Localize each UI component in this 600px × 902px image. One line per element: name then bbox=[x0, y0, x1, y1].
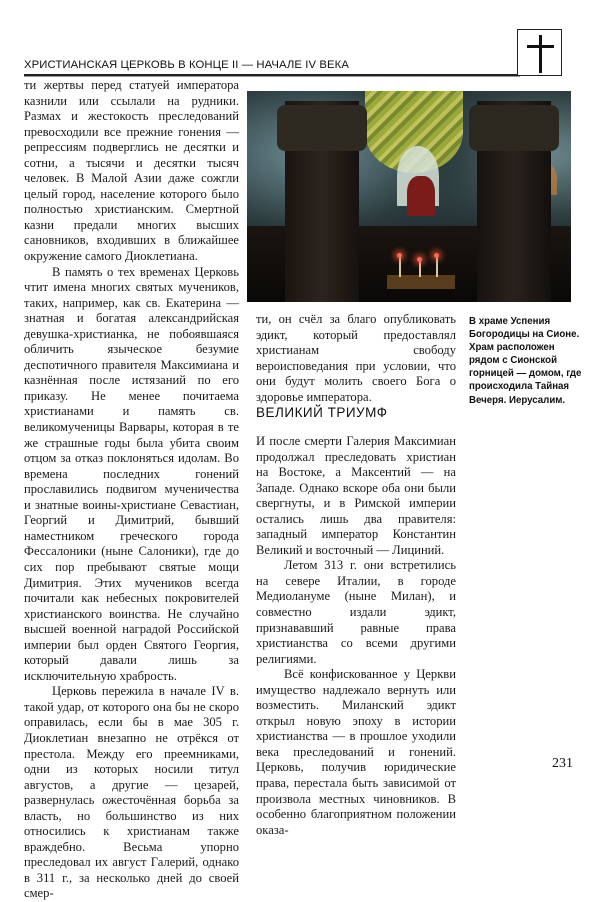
body-paragraph: В память о тех временах Церковь чтит имена многих святых мучеников, таких, например, как св. Екатерина — знатная и богатая александрийская девушка-христианка, не побоявшаяся обличить языческое безумие деспотичного правителя Максимиана и казнённая после истязаний по его приказу. Не менее почитаема христианами и память св. великомученицы Варвары, которая в те же страшные годы была убита своим отцом за отказ поклоняться идолам. Во времена последних гонений прославились подвигом мученичества и знатные воины-христиане Севастиан, Георгий и Димитрий, бывший наместником греческого города Фессалоники (ныне Салоники), где до сих пор пребывают святые мощи Димитрия. Этих мучеников всегда почитали как небесных покровителей христианского воинства. Не случайно высшей военной наградой Российской империи был орден Святого Георгия, который давали лишь за исключительную храбрость. bbox=[24, 264, 239, 683]
cross-icon-horizontal bbox=[527, 45, 554, 48]
body-paragraph: И после смерти Галерия Максимиан продолжал преследовать христиан на Востоке, а Максентий — на Западе. Однако вскоре оба они были свергнуты, и в Римской империи остались лишь два правителя: западный император Константин Великий и восточный — Лициний. bbox=[256, 434, 456, 557]
body-paragraph: Всё конфискованное у Церкви имущество надлежало вернуть или возместить. Миланский эдикт открыл новую эпоху в истории христианства — в прошлое уходили века преследований и гонений. Церковь, получив юридические права, перестала быть зависимой от произвола местных чиновников. В особенно благоприятном положении оказа- bbox=[256, 667, 456, 837]
candle-icon bbox=[419, 261, 421, 277]
body-paragraph: ти жертвы перед статуей императора казнили или ссылали на рудники. Размах и жестокость преследований превосходили все прежние гонения — репрессиям подверглись не десятки и сотни, а тысячи и десятки тысяч человек. В Малой Азии даже сожгли целый город, население которого было полностью христианским. Смертной казни предали многих высших сановников, входивших в ближайшее окружение самого Диоклетиана. bbox=[24, 78, 239, 264]
cross-emblem bbox=[517, 29, 562, 76]
header-rule-shadow bbox=[24, 76, 520, 77]
left-column bbox=[24, 78, 239, 902]
running-head: ХРИСТИАНСКАЯ ЦЕРКОВЬ В КОНЦЕ II — НАЧАЛЕ IV ВЕКА bbox=[24, 59, 349, 71]
body-paragraph: Церковь пережила в начале IV в. такой удар, от которого она бы не скоро оправилась, если бы в мае 305 г. Диоклетиан внезапно не отрёкся от престола. Между его преемниками, одни из которых носили титул августов, а другие — цезарей, развернулась ожесточённая борьба за власть, но большинство из них относились к христианам также враждебно. Весьма упорно преследовал их август Галерий, однако в 311 г., за несколько дней до своей смер- bbox=[24, 684, 239, 901]
body-paragraph: Летом 313 г. они встретились на севере Италии, в городе Медиолануме (ныне Милан), и совместно издали эдикт, признававший равные права христианства со всеми другими религиями. bbox=[256, 558, 456, 666]
page-number: 231 bbox=[552, 756, 573, 771]
middle-column-top bbox=[256, 312, 456, 405]
candle-icon bbox=[399, 257, 401, 277]
altar bbox=[387, 275, 455, 289]
section-title: ВЕЛИКИЙ ТРИУМФ bbox=[256, 405, 388, 420]
candle-icon bbox=[436, 257, 438, 277]
body-paragraph: ти, он счёл за благо опубликовать эдикт, который предоставлял христианам свободу вероисповедания при условии, что они будут молить своего Бога о здоровье императора. bbox=[256, 312, 456, 404]
middle-column-body bbox=[256, 434, 456, 838]
cross-icon-vertical bbox=[539, 35, 542, 73]
figure-caption: В храме Успения Богородицы на Сионе. Храм расположен рядом с Сионской горницей — домом, где происходила Тайная Вечеря. Иерусалим. bbox=[469, 316, 582, 406]
church-interior-photo bbox=[247, 91, 571, 302]
